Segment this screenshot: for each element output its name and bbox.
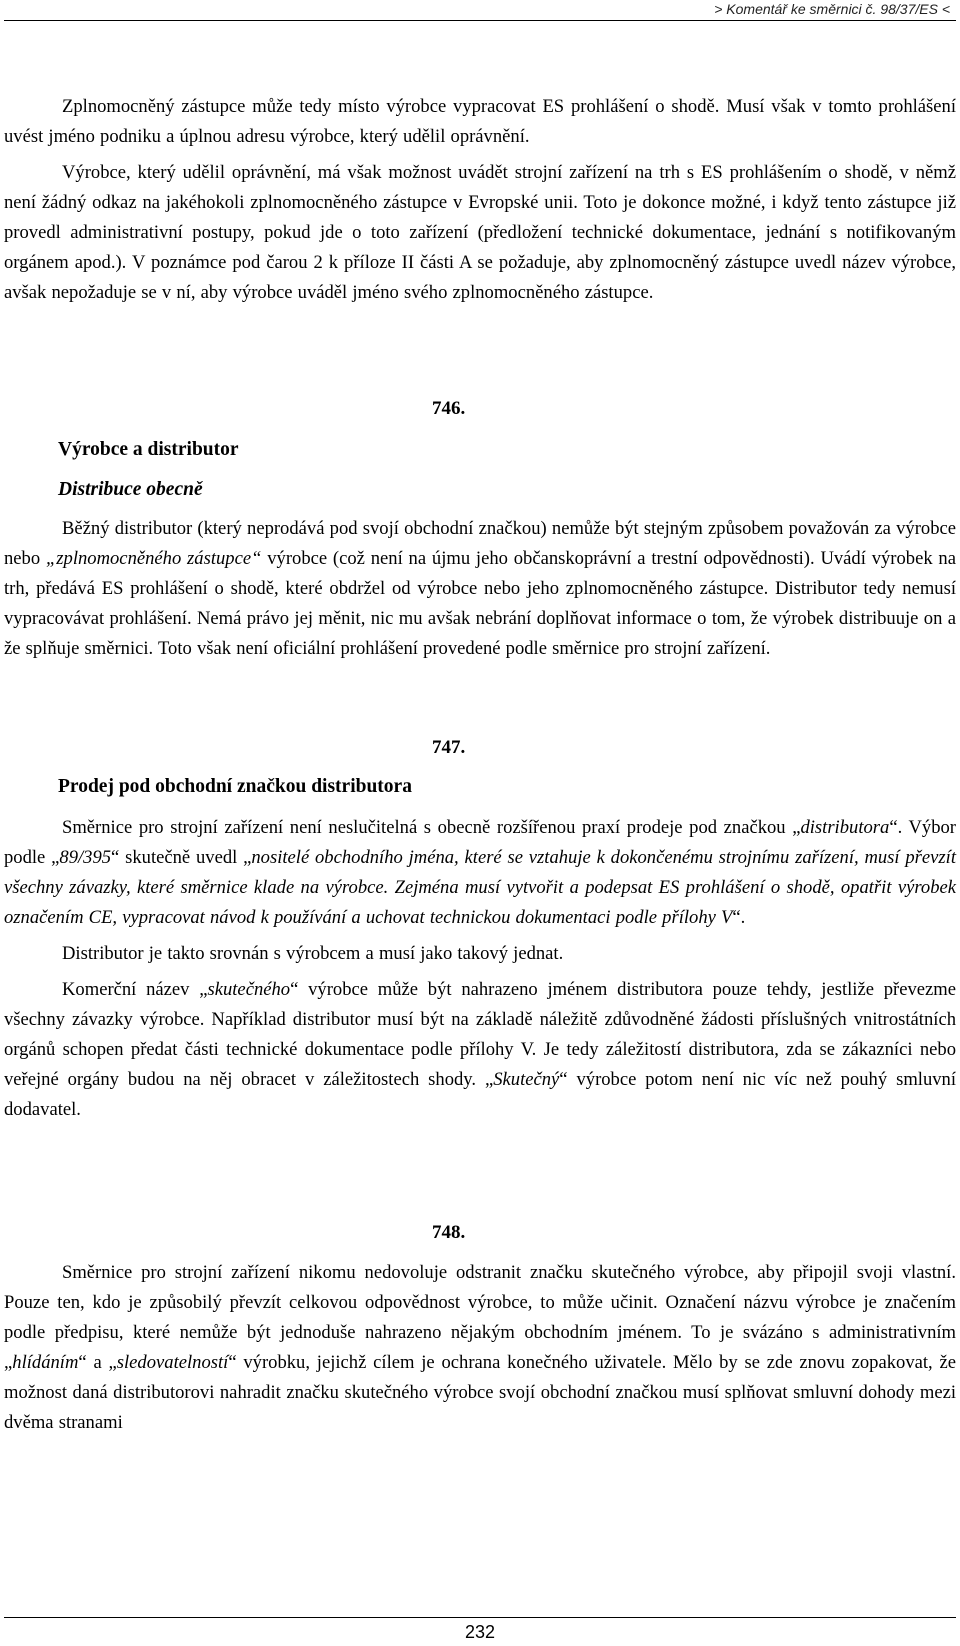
p747-3-d: Skutečný [493,1069,560,1090]
intro-paragraph-2: Výrobce, který udělil oprávnění, má však možnost uvádět strojní zařízení na trh s ES prohlášením o shodě, v němž není žádný odkaz na jakéhokoli zplnomocněného zástupce v Evropské unii. Toto je dokonce možné, i když tento zástupce již provedl administrativní postupy, pokud jde o toto zařízení (předložení technické dokumentace, jednání s notifikovaným orgánem apod.). V poznámce pod čarou 2 k příloze II části A se požaduje, aby zplnomocněný zástupce uvedl název výrobce, avšak nepožaduje se v ní, aby výrobce uváděl jméno svého zplnomocněného zástupce. [4,162,956,303]
p747-1-d: 89/395 [59,847,112,868]
intro-paragraph-1: Zplnomocněný zástupce může tedy místo výrobce vypracovat ES prohlášení o shodě. Musí však v tomto prohlášení uvést jméno podniku a úplnou adresu výrobce, který udělil oprávnění. [4,96,956,147]
section-747-body [4,813,956,1125]
p747-3-e: “ výrobce potom není nic víc než pouhý smluvní dodavatel. [4,1069,956,1120]
p747-3-a: Komerční název „ [62,979,208,1000]
p747-1-c: “. Výbor podle „ [4,817,956,868]
p748-a: Směrnice pro strojní zařízení nikomu nedovoluje odstranit značku skutečného výrobce, aby připojil svoji vlastní. Pouze ten, kdo je způsobilý převzít celkovou odpovědnost výrobce, to může učinit. Označení názvu výrobce je značením podle předpisu, které nemůže být jednoduše nahrazeno nějakým obchodním jménem. To je svázáno s administrativním „ [4,1262,956,1373]
section-748-body [4,1258,956,1438]
section-subheading-746: Distribuce obecně [58,479,203,500]
section-heading-747: Prodej pod obchodní značkou distributora [58,776,412,797]
paragraph-747-1 [4,813,956,933]
footer-rule [4,1617,956,1618]
paragraph-748 [4,1258,956,1438]
intro-block [4,92,956,308]
p748-d: sledovatelností [116,1352,229,1373]
running-header: > Komentář ke směrnici č. 98/37/ES < [714,1,950,17]
section-number-746: 746. [432,398,466,419]
p747-3-b: skutečného [207,979,291,1000]
paragraph-746 [4,514,956,664]
p748-e: “ výrobku, jejichž cílem je ochrana konečného uživatele. Mělo by se zde znovu zopakovat, že možnost daná distributorovi nahradit značku skutečného výrobce svojí obchodní značkou musí splňovat smluvní dohody mezi dvěma stranami [4,1352,956,1433]
header-rule [4,20,956,21]
p747-1-b: distributora [800,817,890,838]
paragraph-746-part-a: Běžný distributor (který neprodává pod svojí obchodní značkou) nemůže být stejným způsobem považován za výrobce nebo [4,518,956,569]
p748-c: “ a „ [78,1352,117,1373]
p747-1-e: “ skutečně uvedl „ [111,847,252,868]
paragraph-747-2: Distributor je takto srovnán s výrobcem a musí jako takový jednat. [62,943,564,964]
p747-3-c: “ výrobce může být nahrazeno jménem distributora pouze tehdy, jestliže převezme všechny závazky výrobce. Například distributor musí být na základě náležitě zdůvodněné žádosti příslušných vnitrostátních orgánů schopen předat části technické dokumentace podle přílohy V. Je tedy záležitostí distributora, zda se zákazníci nebo veřejné orgány budou na něj obracet v záležitostech shody. „ [4,979,956,1090]
p747-1-a: Směrnice pro strojní zařízení není neslučitelná s obecně rozšířenou praxí prodeje pod značkou „ [62,817,801,838]
p748-b: hlídáním [12,1352,79,1373]
paragraph-746-part-b: „zplnomocněného zástupce“ [45,548,262,569]
page-number: 232 [464,1622,496,1642]
p747-1-g: “. [732,907,746,928]
section-746-body [4,514,956,664]
section-heading-746: Výrobce a distributor [58,439,239,460]
paragraph-747-3 [4,975,956,1125]
section-number-748: 748. [432,1222,466,1243]
paragraph-746-part-c: výrobce (což není na újmu jeho občanskoprávní a trestní odpovědnosti). Uvádí výrobek na trh, předává ES prohlášení o shodě, které obdržel od výrobce nebo jeho zplnomocněného zástupce. Distributor tedy nemusí vypracovávat prohlášení. Nemá právo jej měnit, nic mu avšak nebrání doplňovat informace o tom, že výrobek distribuuje on a že splňuje směrnici. Toto však není oficiální prohlášení provedené podle směrnice pro strojní zařízení. [4,548,956,659]
p747-1-f: nositelé obchodního jména, které se vztahuje k dokončenému strojnímu zařízení, musí převzít všechny závazky, které směrnice klade na výrobce. Zejména musí vytvořit a podepsat ES prohlášení o shodě, opatřit výrobek označením CE, vypracovat návod k používání a uchovat technickou dokumentaci podle přílohy V [4,847,956,928]
section-number-747: 747. [432,737,466,758]
